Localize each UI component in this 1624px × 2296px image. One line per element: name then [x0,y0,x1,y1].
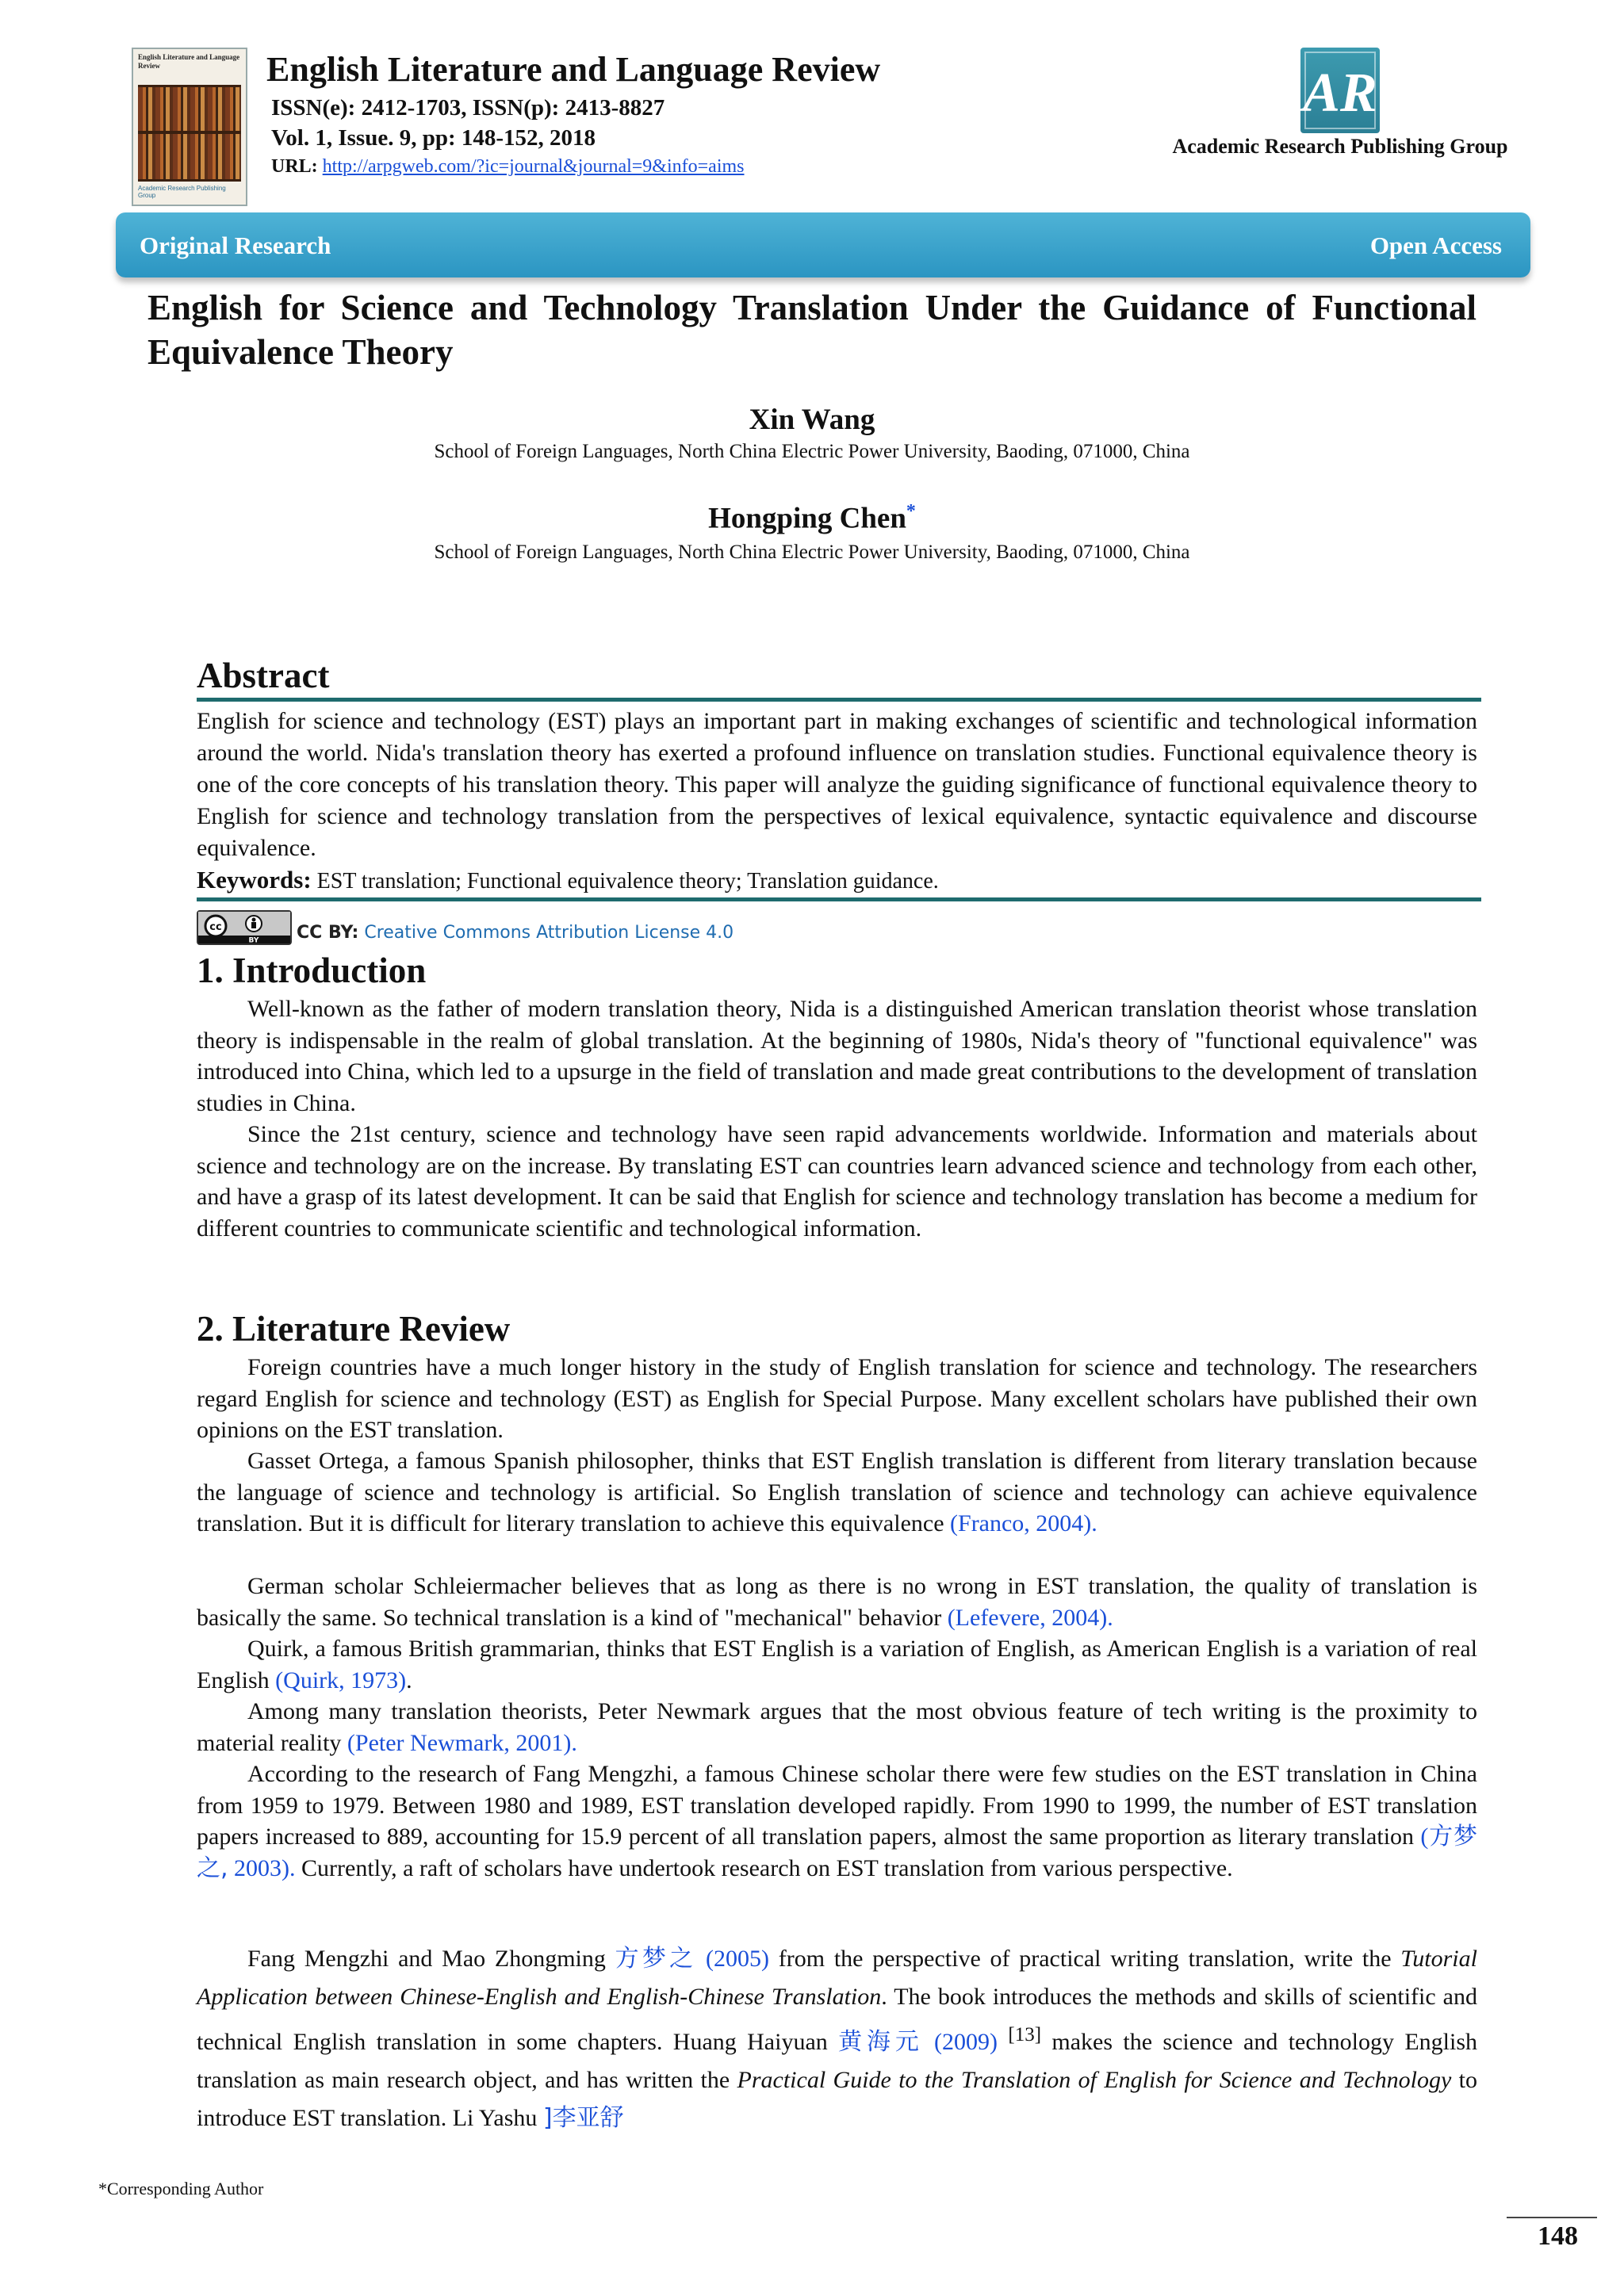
paragraph-text: According to the research of Fang Mengzhi, a famous Chinese scholar there were few studies on the EST translation in China from 1959 to 1979. Between 1980 and 1989, EST translation developed rapidly. From 1990 to 1999, the number of EST translation papers increased to 889, accounting for 15.9 percent of all translation papers, almost the same proportion as literary translation [197,1761,1477,1850]
corresponding-author-mark: * [906,501,916,522]
cc-by-icon [198,912,290,943]
journal-title: English Literature and Language Review [266,50,881,89]
citation-chinese-name: 方梦之 [615,1945,697,1973]
publisher-logo [1300,48,1380,133]
keywords-label: Keywords: [197,866,312,894]
page-number: 148 [1538,2221,1578,2251]
author-name [0,501,1624,535]
citation-link[interactable]: ]李亚舒 [542,2104,624,2132]
body-paragraph [197,1633,1477,1696]
author-affiliation: School of Foreign Languages, North China Electric Power University, Baoding, 071000, China [434,541,1190,563]
citation-link[interactable]: (Peter Newmark, 2001). [347,1729,577,1756]
paper-title: English for Science and Technology Translation Under the Guidance of Functional Equivalence Theory [147,288,1477,372]
keywords-list: EST translation; Functional equivalence theory; Translation guidance. [311,869,939,894]
body-paragraph: Foreign countries have a much longer history in the study of English translation for science and technology. The researchers regard English for science and technology (EST) as English for Special Purpose. Many excellent scholars have published their own opinions on the EST translation. [197,1354,1477,1443]
citation-open-paren: ( [1420,1823,1429,1850]
banner-article-type: Original Research [140,232,331,259]
url-label: URL: [271,156,318,177]
license-line [297,923,733,943]
logo-text: AR [1303,63,1377,124]
license-prefix: CC BY: [297,923,359,943]
abstract-bottom-rule [197,897,1481,901]
book-title: Tutorial Application between Chinese-English and English-Chinese Translation [197,1946,1477,2010]
corresponding-author-footnote: *Corresponding Author [98,2179,264,2198]
abstract-heading: Abstract [197,656,330,695]
article-type-banner [116,212,1530,277]
paragraph-text: from the perspective of practical writing translation, write the [769,1946,1401,1972]
citation-link[interactable]: (Lefevere, 2004). [947,1604,1113,1631]
abstract-text: English for science and technology (EST) plays an important part in making exchanges of scientific and technological information around the world. Nida's translation theory has exerted a profound influence on translation studies. Functional equivalence theory is one of the core concepts of his translation theory. This paper will analyze the guiding significance of functional equivalence theory to English for science and technology translation from the perspectives of lexical equivalence, syntactic equivalence and discourse equivalence. [197,708,1477,861]
reference-number: [13] [1008,2024,1042,2045]
publisher-name: Academic Research Publishing Group [1172,135,1508,158]
section-heading-introduction: 1. Introduction [197,951,427,990]
citation-link[interactable] [615,1946,769,1972]
paragraph-text: German scholar Schleiermacher believes that as long as there is no wrong in EST translation, the quality of translation is basically the same. So technical translation is a kind of "mechanical" behavior [197,1573,1477,1631]
author-name-text: Hongping Chen [708,502,906,535]
paragraph-text: makes the science and technology English translation as main research object, and has written the [197,2029,1478,2093]
citation-link[interactable] [838,2029,998,2055]
author-affiliation: School of Foreign Languages, North China Electric Power University, Baoding, 071000, China [434,441,1190,462]
body-paragraph: Since the 21st century, science and technology have seen rapid advancements worldwide. Information and materials about science and technology are on the increase. By translating EST can countries learn advanced science and technology from each other, and have a grasp of its latest development. It can be said that English for science and technology translation has become a medium for different countries to communicate scientific and technological information. [197,1121,1477,1242]
journal-cover-image [132,48,247,206]
paragraph-text: Currently, a raft of scholars have undertook research on EST translation from various perspective. [295,1854,1233,1881]
body-paragraph [197,1696,1477,1758]
cc-badge-text: cc [209,921,222,933]
body-paragraph [197,1571,1477,1633]
body-paragraph [197,1940,1477,2137]
citation-year: 2003). [228,1854,296,1881]
book-title: Practical Guide to the Translation of English for Science and Technology [737,2067,1452,2093]
citation-chinese-name: 黄海元 [838,2028,924,2056]
body-paragraph [197,1758,1477,1884]
paragraph-text: Among many translation theorists, Peter Newmark argues that the most obvious feature of tech writing is the proximity to material reality [197,1698,1477,1756]
cover-title: English Literature and Language Review [138,53,240,70]
paragraph-text: Fang Mengzhi and Mao Zhongming [247,1946,615,1972]
citation-year: (2005) [696,1946,770,1972]
page-number-rule [1507,2217,1597,2218]
abstract-top-rule [197,698,1481,702]
body-paragraph: Well-known as the father of modern translation theory, Nida is a distinguished American translation theorist whose translation theory is indispensable in the realm of global translation. At the beginning of 1980s, Nida's theory of "functional equivalence" was introduced into China, which led to a upsurge in the field of translation and made great contributions to the development of translation studies in China. [197,996,1477,1116]
body-paragraph [197,1445,1477,1540]
by-badge-text: BY [248,936,259,943]
author-name: Xin Wang [749,404,875,436]
cover-footer: Academic Research Publishing Group [138,185,226,199]
paragraph-text: to introduce EST translation. Li Yashu [197,2067,1477,2131]
citation-link[interactable]: (Quirk, 1973) [275,1667,407,1693]
paragraph-text: Gasset Ortega, a famous Spanish philosopher, thinks that EST English translation is different from literary translation because the language of science and technology is artificial. So English translation of science and technology can achieve equivalence translation. But it is difficult for literary translation to achieve this equivalence [197,1448,1477,1536]
citation-link[interactable]: (Franco, 2004). [950,1510,1097,1536]
citation-year: (2009) [923,2029,998,2055]
keywords-line [197,866,1477,896]
section-heading-literature-review: 2. Literature Review [197,1309,511,1349]
cover-bookshelf-picture [138,85,241,182]
banner-access-type: Open Access [1369,232,1502,259]
paragraph-text: . The book introduces the methods and skills of scientific and technical English translation in some chapters. Huang Haiyuan [197,1984,1477,2055]
url-line [271,156,745,178]
issn-line: ISSN(e): 2412-1703, ISSN(p): 2413-8827 [271,95,665,121]
paragraph-text: . [406,1667,412,1693]
cc-license-badge[interactable] [197,910,292,945]
ar-logo-icon [1300,48,1380,133]
license-link[interactable]: Creative Commons Attribution License 4.0 [364,923,734,943]
citation-chinese-name: 方梦之, [197,1823,1477,1882]
volume-line: Vol. 1, Issue. 9, pp: 148-152, 2018 [271,125,596,151]
journal-url-link[interactable]: http://arpgweb.com/?ic=journal&journal=9&info=aims [322,156,745,177]
paragraph-text: Quirk, a famous British grammarian, thinks that EST English is a variation of English, as American English is a variation of real English [197,1636,1477,1693]
